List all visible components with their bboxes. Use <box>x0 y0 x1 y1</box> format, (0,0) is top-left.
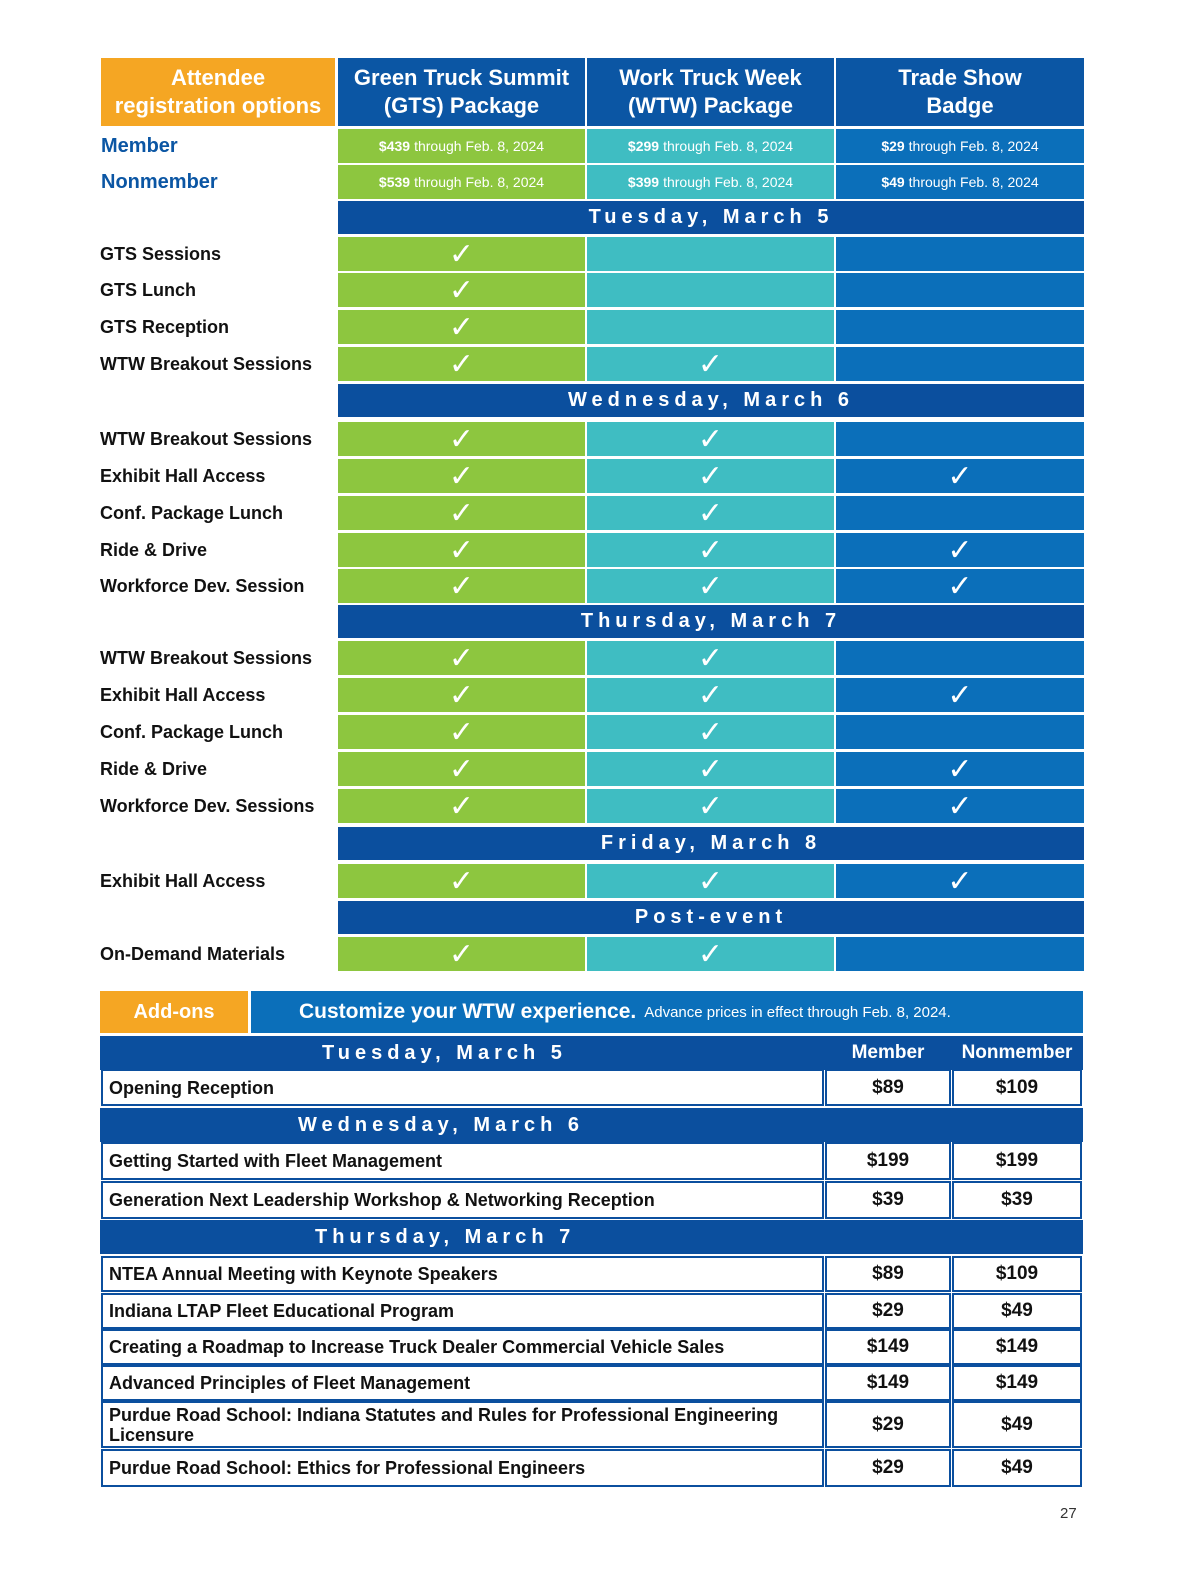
addon-day-title: Thursday, March 7 <box>315 1225 576 1248</box>
addon-name: Advanced Principles of Fleet Management <box>101 1365 824 1401</box>
feature-cell <box>836 864 1084 898</box>
addons-headline: Customize your WTW experience. <box>299 1000 637 1023</box>
check-icon: ✓ <box>947 864 973 898</box>
check-icon: ✓ <box>448 347 475 381</box>
feature-label: On-Demand Materials <box>100 943 286 964</box>
addon-member-price: $39 <box>825 1181 951 1219</box>
header-line: (GTS) Package <box>383 93 540 118</box>
check-icon: ✓ <box>697 789 724 823</box>
feature-label: WTW Breakout Sessions <box>100 353 313 374</box>
check-icon: ✓ <box>697 715 724 749</box>
addon-day-header <box>100 1220 1083 1254</box>
price-amount: $299 <box>627 138 660 154</box>
addon-member-price: $199 <box>825 1142 951 1180</box>
feature-label: GTS Reception <box>100 316 230 337</box>
addon-nonmember-price: $49 <box>952 1449 1082 1487</box>
feature-label: Exhibit Hall Access <box>100 870 266 891</box>
feature-cell <box>338 347 585 381</box>
addon-nonmember-price: $49 <box>952 1401 1082 1448</box>
badge-member-price <box>836 129 1084 163</box>
price-amount: $439 <box>378 138 411 154</box>
check-icon: ✓ <box>947 533 973 567</box>
wtw-member-price <box>587 129 834 163</box>
feature-cell <box>587 459 834 493</box>
feature-cell <box>587 496 834 530</box>
price-amount: $539 <box>378 174 411 190</box>
check-icon: ✓ <box>697 752 724 786</box>
feature-cell <box>338 459 585 493</box>
header-registration-options <box>101 58 335 126</box>
feature-cell <box>338 422 585 456</box>
addon-nonmember-price: $109 <box>952 1069 1082 1106</box>
feature-cell <box>338 937 585 971</box>
check-icon: ✓ <box>448 752 475 786</box>
addon-nonmember-price: $199 <box>952 1142 1082 1180</box>
feature-cell <box>338 715 585 749</box>
feature-label: Workforce Dev. Session <box>100 575 305 596</box>
addon-name: Purdue Road School: Indiana Statutes and Rules for Professional Engineering Licensure <box>101 1401 824 1448</box>
header-line: (WTW) Package <box>627 93 793 118</box>
feature-cell <box>338 752 585 786</box>
price-amount: $399 <box>627 174 660 190</box>
price-amount: $49 <box>881 174 905 190</box>
feature-label: Conf. Package Lunch <box>100 721 284 742</box>
check-icon: ✓ <box>697 678 724 712</box>
feature-cell <box>587 678 834 712</box>
check-icon: ✓ <box>448 310 475 344</box>
feature-cell <box>587 937 834 971</box>
addon-day-header <box>100 1108 1083 1142</box>
feature-label: WTW Breakout Sessions <box>100 428 313 449</box>
feature-cell <box>836 789 1084 823</box>
addon-name: NTEA Annual Meeting with Keynote Speakers <box>101 1256 824 1292</box>
check-icon: ✓ <box>448 533 475 567</box>
price-text: through Feb. 8, 2024 <box>414 138 545 154</box>
check-icon: ✓ <box>448 678 475 712</box>
check-icon: ✓ <box>947 569 973 603</box>
check-icon: ✓ <box>448 496 475 530</box>
addon-name: Indiana LTAP Fleet Educational Program <box>101 1293 824 1329</box>
addon-member-price: $89 <box>825 1256 951 1292</box>
feature-cell <box>587 422 834 456</box>
addon-member-price: $29 <box>825 1293 951 1329</box>
check-icon: ✓ <box>448 789 475 823</box>
addon-day-header <box>100 1036 1083 1070</box>
price-text: through Feb. 8, 2024 <box>663 174 794 190</box>
feature-cell <box>587 569 834 603</box>
addon-name: Opening Reception <box>101 1069 824 1106</box>
check-icon: ✓ <box>448 459 475 493</box>
page-number: 27 <box>1060 1505 1077 1522</box>
header-line: Attendee <box>170 65 266 90</box>
gts-member-price <box>338 129 585 163</box>
check-icon: ✓ <box>448 569 475 603</box>
check-icon: ✓ <box>697 864 724 898</box>
check-icon: ✓ <box>697 347 724 381</box>
addon-member-price: $29 <box>825 1449 951 1487</box>
check-icon: ✓ <box>448 237 475 271</box>
addon-member-price: $29 <box>825 1401 951 1448</box>
feature-cell <box>587 789 834 823</box>
check-icon: ✓ <box>448 715 475 749</box>
nonmember-column-header: Nonmember <box>961 1042 1073 1063</box>
addon-member-price: $149 <box>825 1365 951 1401</box>
feature-cell <box>587 864 834 898</box>
member-label: Member <box>101 134 178 157</box>
addon-nonmember-price: $49 <box>952 1293 1082 1329</box>
price-text: through Feb. 8, 2024 <box>414 174 545 190</box>
check-icon: ✓ <box>448 422 475 456</box>
feature-label: Exhibit Hall Access <box>100 465 266 486</box>
feature-cell <box>836 937 1084 971</box>
header-line: registration options <box>114 93 322 118</box>
feature-label: WTW Breakout Sessions <box>100 647 313 668</box>
check-icon: ✓ <box>697 533 724 567</box>
addon-nonmember-price: $109 <box>952 1256 1082 1292</box>
check-icon: ✓ <box>697 641 724 675</box>
feature-label: GTS Sessions <box>100 243 222 264</box>
feature-label: Ride & Drive <box>100 539 208 560</box>
feature-cell <box>338 533 585 567</box>
feature-cell <box>836 533 1084 567</box>
addon-name: Getting Started with Fleet Management <box>101 1142 824 1180</box>
check-icon: ✓ <box>697 937 724 971</box>
feature-cell <box>338 789 585 823</box>
addon-member-price: $149 <box>825 1329 951 1365</box>
day-header: Wednesday, March 6 <box>338 384 1084 417</box>
check-icon: ✓ <box>697 459 724 493</box>
check-icon: ✓ <box>448 641 475 675</box>
feature-cell <box>836 273 1084 307</box>
addon-nonmember-price: $149 <box>952 1365 1082 1401</box>
feature-cell <box>836 496 1084 530</box>
feature-cell <box>587 310 834 344</box>
feature-cell <box>836 678 1084 712</box>
wtw-nonmember-price <box>587 165 834 199</box>
header-trade-show-badge <box>836 58 1084 126</box>
price-text: through Feb. 8, 2024 <box>663 138 794 154</box>
feature-cell <box>836 641 1084 675</box>
addon-member-price: $89 <box>825 1069 951 1106</box>
header-gts-package <box>338 58 585 126</box>
check-icon: ✓ <box>947 678 973 712</box>
feature-cell <box>836 237 1084 271</box>
addon-name: Creating a Roadmap to Increase Truck Dealer Commercial Vehicle Sales <box>101 1329 824 1365</box>
feature-label: Exhibit Hall Access <box>100 684 266 705</box>
feature-label: Ride & Drive <box>100 758 208 779</box>
price-text: through Feb. 8, 2024 <box>908 138 1039 154</box>
header-line: Work Truck Week <box>619 65 802 90</box>
price-amount: $29 <box>881 138 905 154</box>
addons-note: Advance prices in effect through Feb. 8, 2024. <box>644 1003 951 1021</box>
feature-cell <box>338 237 585 271</box>
feature-cell <box>587 715 834 749</box>
check-icon: ✓ <box>947 752 973 786</box>
check-icon: ✓ <box>697 422 724 456</box>
feature-cell <box>836 310 1084 344</box>
feature-cell <box>587 533 834 567</box>
check-icon: ✓ <box>697 569 724 603</box>
feature-cell <box>338 864 585 898</box>
addons-banner <box>251 991 1083 1033</box>
header-line: Trade Show <box>898 65 1022 90</box>
addon-name: Purdue Road School: Ethics for Professional Engineers <box>101 1449 824 1487</box>
feature-cell <box>338 273 585 307</box>
feature-cell <box>836 422 1084 456</box>
addon-day-title: Tuesday, March 5 <box>322 1041 567 1064</box>
feature-cell <box>836 347 1084 381</box>
header-wtw-package <box>587 58 834 126</box>
check-icon: ✓ <box>947 789 973 823</box>
feature-cell <box>836 715 1084 749</box>
check-icon: ✓ <box>448 864 475 898</box>
feature-cell <box>836 752 1084 786</box>
feature-label: Workforce Dev. Sessions <box>100 795 315 816</box>
header-line: Green Truck Summit <box>353 65 570 90</box>
nonmember-label: Nonmember <box>101 170 218 193</box>
check-icon: ✓ <box>448 273 475 307</box>
member-column-header: Member <box>851 1042 925 1063</box>
feature-cell <box>338 569 585 603</box>
check-icon: ✓ <box>697 496 724 530</box>
feature-cell <box>587 752 834 786</box>
feature-cell <box>587 641 834 675</box>
feature-cell <box>338 310 585 344</box>
feature-label: Conf. Package Lunch <box>100 502 284 523</box>
feature-cell <box>587 347 834 381</box>
feature-label: GTS Lunch <box>100 279 196 300</box>
feature-cell <box>338 496 585 530</box>
feature-cell <box>587 273 834 307</box>
feature-cell <box>836 459 1084 493</box>
addon-day-title: Wednesday, March 6 <box>298 1113 584 1136</box>
check-icon: ✓ <box>947 459 973 493</box>
addon-nonmember-price: $149 <box>952 1329 1082 1365</box>
gts-nonmember-price <box>338 165 585 199</box>
addons-tag: Add-ons <box>100 991 248 1033</box>
feature-cell <box>587 237 834 271</box>
day-header: Post-event <box>338 901 1084 934</box>
feature-cell <box>836 569 1084 603</box>
price-text: through Feb. 8, 2024 <box>908 174 1039 190</box>
addon-name: Generation Next Leadership Workshop & Networking Reception <box>101 1181 824 1219</box>
badge-nonmember-price <box>836 165 1084 199</box>
day-header: Tuesday, March 5 <box>338 201 1084 234</box>
day-header: Thursday, March 7 <box>338 605 1084 638</box>
day-header: Friday, March 8 <box>338 827 1084 860</box>
feature-cell <box>338 641 585 675</box>
check-icon: ✓ <box>448 937 475 971</box>
header-line: Badge <box>926 93 994 118</box>
addon-nonmember-price: $39 <box>952 1181 1082 1219</box>
feature-cell <box>338 678 585 712</box>
